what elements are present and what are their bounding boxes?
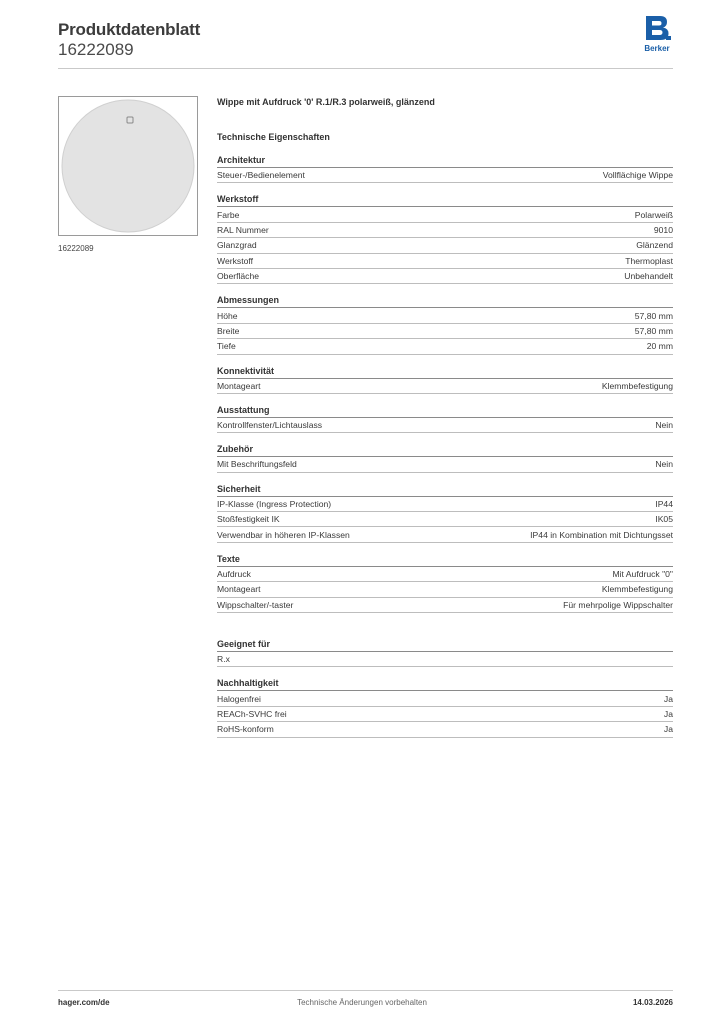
spec-label: Höhe [217,310,238,321]
section-heading: Architektur [217,154,673,168]
spec-row [217,168,673,183]
spec-value: Unbehandelt [624,271,673,282]
footer-website-link[interactable]: hager.com/de [58,998,110,1007]
spec-row [217,567,673,582]
spec-label: Wippschalter/-taster [217,599,294,610]
product-image [58,96,198,236]
spec-label: Aufdruck [217,569,251,580]
spec-label: Halogenfrei [217,693,261,704]
spec-label: Montageart [217,584,261,595]
spec-label: RoHS-konform [217,724,274,735]
spec-value: 9010 [653,224,673,235]
spec-label: Verwendbar in höheren IP-Klassen [217,529,350,540]
footer-disclaimer: Technische Änderungen vorbehalten [297,998,427,1007]
spec-label: Oberfläche [217,271,260,282]
spec-label: Stoßfestigkeit IK [217,514,280,525]
spec-row [217,691,673,706]
spec-value: Mit Aufdruck "0" [612,569,673,580]
image-caption: 16222089 [58,244,94,253]
berker-logo [640,16,674,54]
spec-section [217,294,673,354]
spec-label: Steuer-/Bedienelement [217,170,305,181]
spec-label: Werkstoff [217,255,253,266]
spec-row [217,512,673,527]
spec-section [217,677,673,737]
footer-date: 14.03.2026 [632,998,673,1007]
spec-label: Farbe [217,209,240,220]
spec-section [217,365,673,394]
spec-section [217,638,673,667]
spec-value: Ja [663,693,673,704]
spec-row [217,308,673,323]
spec-value: Polarweiß [634,209,673,220]
spec-row [217,324,673,339]
spec-value: Ja [663,709,673,719]
spec-content [217,95,673,738]
spec-label: Montageart [217,380,261,391]
berker-b-icon [642,16,672,42]
spec-section [217,553,673,613]
section-heading: Werkstoff [217,193,673,207]
spec-section [217,483,673,543]
spec-section [217,404,673,433]
spec-label: IP-Klasse (Ingress Protection) [217,498,332,509]
brand-name: Berker [644,44,670,53]
spec-row [217,497,673,512]
spec-value: Glänzend [636,240,673,251]
spec-row [217,207,673,222]
section-heading: Texte [217,553,673,567]
spec-value: Klemmbefestigung [601,380,673,391]
spec-row [217,457,673,472]
page-title: Produktdatenblatt [58,20,201,39]
spec-row [217,598,673,613]
section-heading: Zubehör [217,443,673,457]
spec-row [217,339,673,354]
rocker-switch-illustration [59,97,199,237]
spec-value: Vollflächige Wippe [602,170,673,181]
footer-divider [58,990,673,991]
section-heading: Ausstattung [217,404,673,418]
section-heading: Sicherheit [217,483,673,497]
spec-row [217,269,673,284]
spec-row [217,238,673,253]
spec-label: REACh-SVHC frei [217,709,287,719]
spec-label: Mit Beschriftungsfeld [217,459,297,470]
spec-value: Nein [655,420,673,431]
spec-label: R.x [217,654,230,665]
spec-section [217,443,673,472]
spec-label: RAL Nummer [217,224,269,235]
section-heading: Geeignet für [217,638,673,652]
spec-label: Glanzgrad [217,240,257,251]
header-divider [58,68,673,69]
spec-row [217,722,673,737]
spec-row [217,254,673,269]
spec-row [217,223,673,238]
product-title: Wippe mit Aufdruck '0' R.1/R.3 polarweiß, glänzend [217,97,435,107]
section-heading: Konnektivität [217,365,673,379]
spec-value: Ja [663,724,673,735]
spec-section [217,193,673,284]
spec-value: IP44 in Kombination mit Dichtungsset [530,529,673,540]
spec-value: IK05 [655,514,673,525]
spec-row [217,418,673,433]
spec-label: Breite [217,325,240,336]
spec-row [217,582,673,597]
spec-section [217,154,673,183]
spec-value: 57,80 mm [634,310,673,321]
spec-label: Kontrollfenster/Lichtauslass [217,420,323,431]
spec-row [217,707,673,722]
spec-value: IP44 [655,498,673,509]
spec-sections [217,154,673,738]
product-number: 16222089 [58,40,134,59]
spec-value: 20 mm [646,341,673,352]
technical-properties-heading: Technische Eigenschaften [217,132,330,142]
spec-row [217,379,673,394]
spec-row [217,527,673,542]
spec-label: Tiefe [217,341,236,352]
spec-value: Nein [655,459,673,470]
spec-value: Klemmbefestigung [601,584,673,595]
section-heading: Abmessungen [217,294,673,308]
spec-value: Thermoplast [625,255,673,266]
spec-value: Für mehrpolige Wippschalter [563,599,673,610]
spec-value: 57,80 mm [634,325,673,336]
section-heading: Nachhaltigkeit [217,677,673,691]
spec-row [217,652,673,667]
